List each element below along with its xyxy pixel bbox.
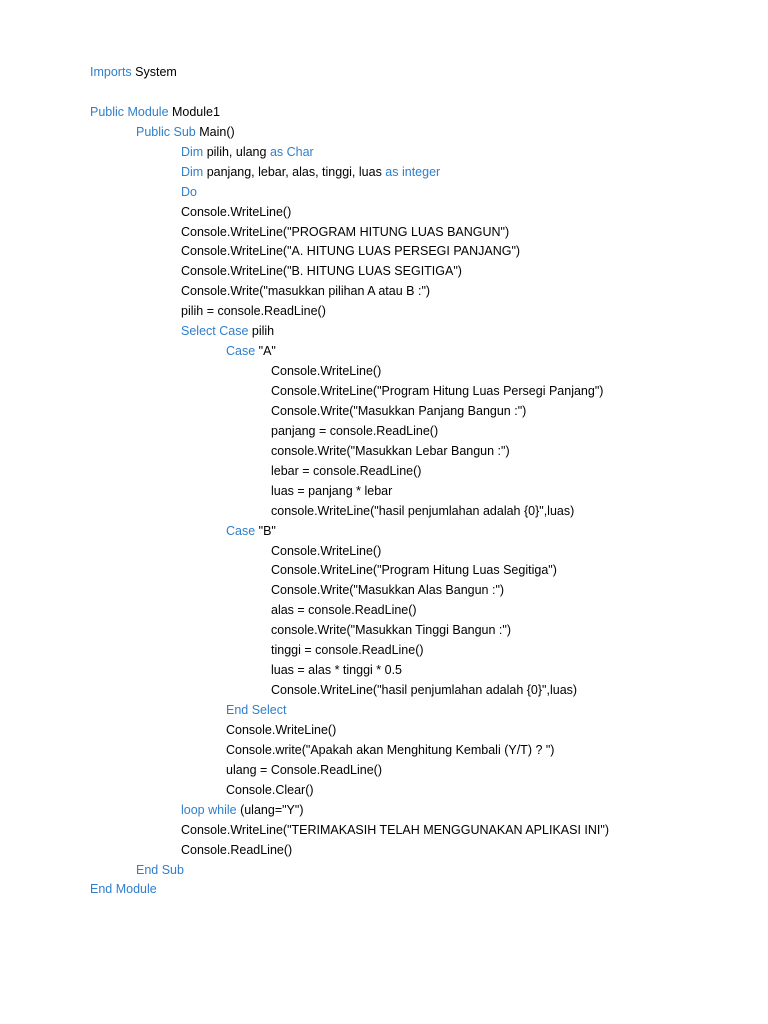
- code-line: [0, 542, 768, 562]
- code-text: Console.WriteLine("B. HITUNG LUAS SEGITIGA"): [181, 264, 462, 279]
- code-text: panjang, lebar, alas, tinggi, luas: [203, 164, 386, 179]
- code-keyword: End Select: [226, 703, 287, 717]
- code-line: [0, 462, 768, 482]
- code-keyword: Public Sub: [136, 124, 196, 139]
- code-text: pilih: [248, 324, 275, 339]
- code-text: Console.WriteLine(): [271, 364, 382, 379]
- code-text: System: [131, 65, 177, 79]
- code-text: luas = alas * tinggi * 0.5: [271, 663, 402, 678]
- code-text: alas = console.ReadLine(): [271, 603, 417, 618]
- code-line: [0, 681, 768, 701]
- code-text: tinggi = console.ReadLine(): [271, 643, 424, 658]
- code-line: [0, 103, 768, 123]
- code-keyword: Case: [226, 523, 256, 538]
- code-text: console.Write("Masukkan Lebar Bangun :"): [271, 443, 510, 458]
- code-text: Console.WriteLine(): [271, 543, 382, 558]
- code-text: Console.WriteLine("TERIMAKASIH TELAH MENGGUNAKAN APLIKASI INI"): [181, 822, 609, 837]
- code-text: pilih = console.ReadLine(): [181, 304, 326, 319]
- code-text: Console.ReadLine(): [181, 842, 293, 857]
- code-keyword: Select Case: [181, 324, 249, 339]
- code-line: [0, 342, 768, 362]
- code-line: [0, 502, 768, 522]
- code-line: [0, 262, 768, 282]
- code-line: [0, 581, 768, 601]
- code-text: Console.WriteLine("Program Hitung Luas Segitiga"): [271, 563, 557, 578]
- code-text: "B": [255, 523, 276, 538]
- code-text: "A": [255, 344, 276, 359]
- code-line: [0, 482, 768, 502]
- code-text: (ulang="Y"): [236, 802, 304, 817]
- code-text: pilih, ulang: [203, 144, 270, 159]
- code-line: [0, 601, 768, 621]
- code-line: [0, 63, 768, 83]
- code-line: [0, 721, 768, 741]
- code-text: console.WriteLine("hasil penjumlahan adalah {0}",luas): [271, 503, 575, 518]
- code-line: [0, 522, 768, 542]
- code-text: Console.WriteLine("Program Hitung Luas Persegi Panjang"): [271, 384, 604, 398]
- code-keyword: as integer: [385, 164, 441, 179]
- code-line: [0, 362, 768, 382]
- code-text: ulang = Console.ReadLine(): [226, 762, 383, 777]
- code-line: [0, 282, 768, 302]
- code-line: [0, 242, 768, 262]
- code-keyword: End Module: [90, 882, 157, 897]
- code-keyword: Public Module: [90, 104, 169, 119]
- code-text: Console.WriteLine("hasil penjumlahan adalah {0}",luas): [271, 683, 578, 698]
- code-text: Console.Clear(): [226, 782, 314, 797]
- code-line: [0, 841, 768, 861]
- code-line: [0, 621, 768, 641]
- code-line: [0, 861, 768, 881]
- code-line: [0, 183, 768, 203]
- code-line: [0, 143, 768, 163]
- code-line: [0, 203, 768, 223]
- code-text: Console.Write("masukkan pilihan A atau B :"): [181, 284, 431, 299]
- code-text: console.Write("Masukkan Tinggi Bangun :"): [271, 623, 512, 638]
- code-line: [0, 761, 768, 781]
- code-keyword: Do: [181, 184, 197, 199]
- code-text: luas = panjang * lebar: [271, 483, 393, 498]
- code-text: panjang = console.ReadLine(): [271, 423, 439, 438]
- code-text: Console.Write("Masukkan Alas Bangun :"): [271, 583, 505, 598]
- code-text: Console.WriteLine("PROGRAM HITUNG LUAS BANGUN"): [181, 224, 510, 239]
- code-keyword: loop while: [181, 802, 237, 817]
- code-keyword: End Sub: [136, 862, 184, 877]
- code-line: [0, 442, 768, 462]
- code-line: [0, 801, 768, 821]
- code-text: Main(): [195, 124, 235, 139]
- code-line: [0, 302, 768, 322]
- code-line: [0, 163, 768, 183]
- code-line: [0, 402, 768, 422]
- code-text: Console.WriteLine(): [226, 722, 337, 737]
- code-keyword: Case: [226, 344, 256, 359]
- code-text: Console.write("Apakah akan Menghitung Kembali (Y/T) ? "): [226, 742, 555, 757]
- code-line: [0, 701, 768, 721]
- code-line: [0, 561, 768, 581]
- code-line: [0, 83, 768, 103]
- code-text: Console.Write("Masukkan Panjang Bangun :"): [271, 403, 527, 418]
- code-line: [0, 382, 768, 402]
- code-text: Module1: [168, 104, 220, 119]
- code-keyword: as Char: [269, 144, 314, 159]
- code-line: [0, 641, 768, 661]
- code-text: Console.WriteLine("A. HITUNG LUAS PERSEGI PANJANG"): [181, 244, 521, 259]
- code-keyword: Imports: [90, 65, 132, 79]
- code-keyword: Dim: [181, 164, 204, 179]
- code-line: [0, 880, 768, 900]
- code-line: [0, 741, 768, 761]
- code-line: [0, 422, 768, 442]
- code-line: [0, 781, 768, 801]
- code-line: [0, 123, 768, 143]
- code-line: [0, 661, 768, 681]
- code-text: lebar = console.ReadLine(): [271, 463, 422, 478]
- code-line: [0, 223, 768, 243]
- code-text: Console.WriteLine(): [181, 204, 292, 219]
- code-line: [0, 322, 768, 342]
- code-keyword: Dim: [181, 144, 204, 159]
- code-line: [0, 821, 768, 841]
- code-listing: [0, 63, 768, 900]
